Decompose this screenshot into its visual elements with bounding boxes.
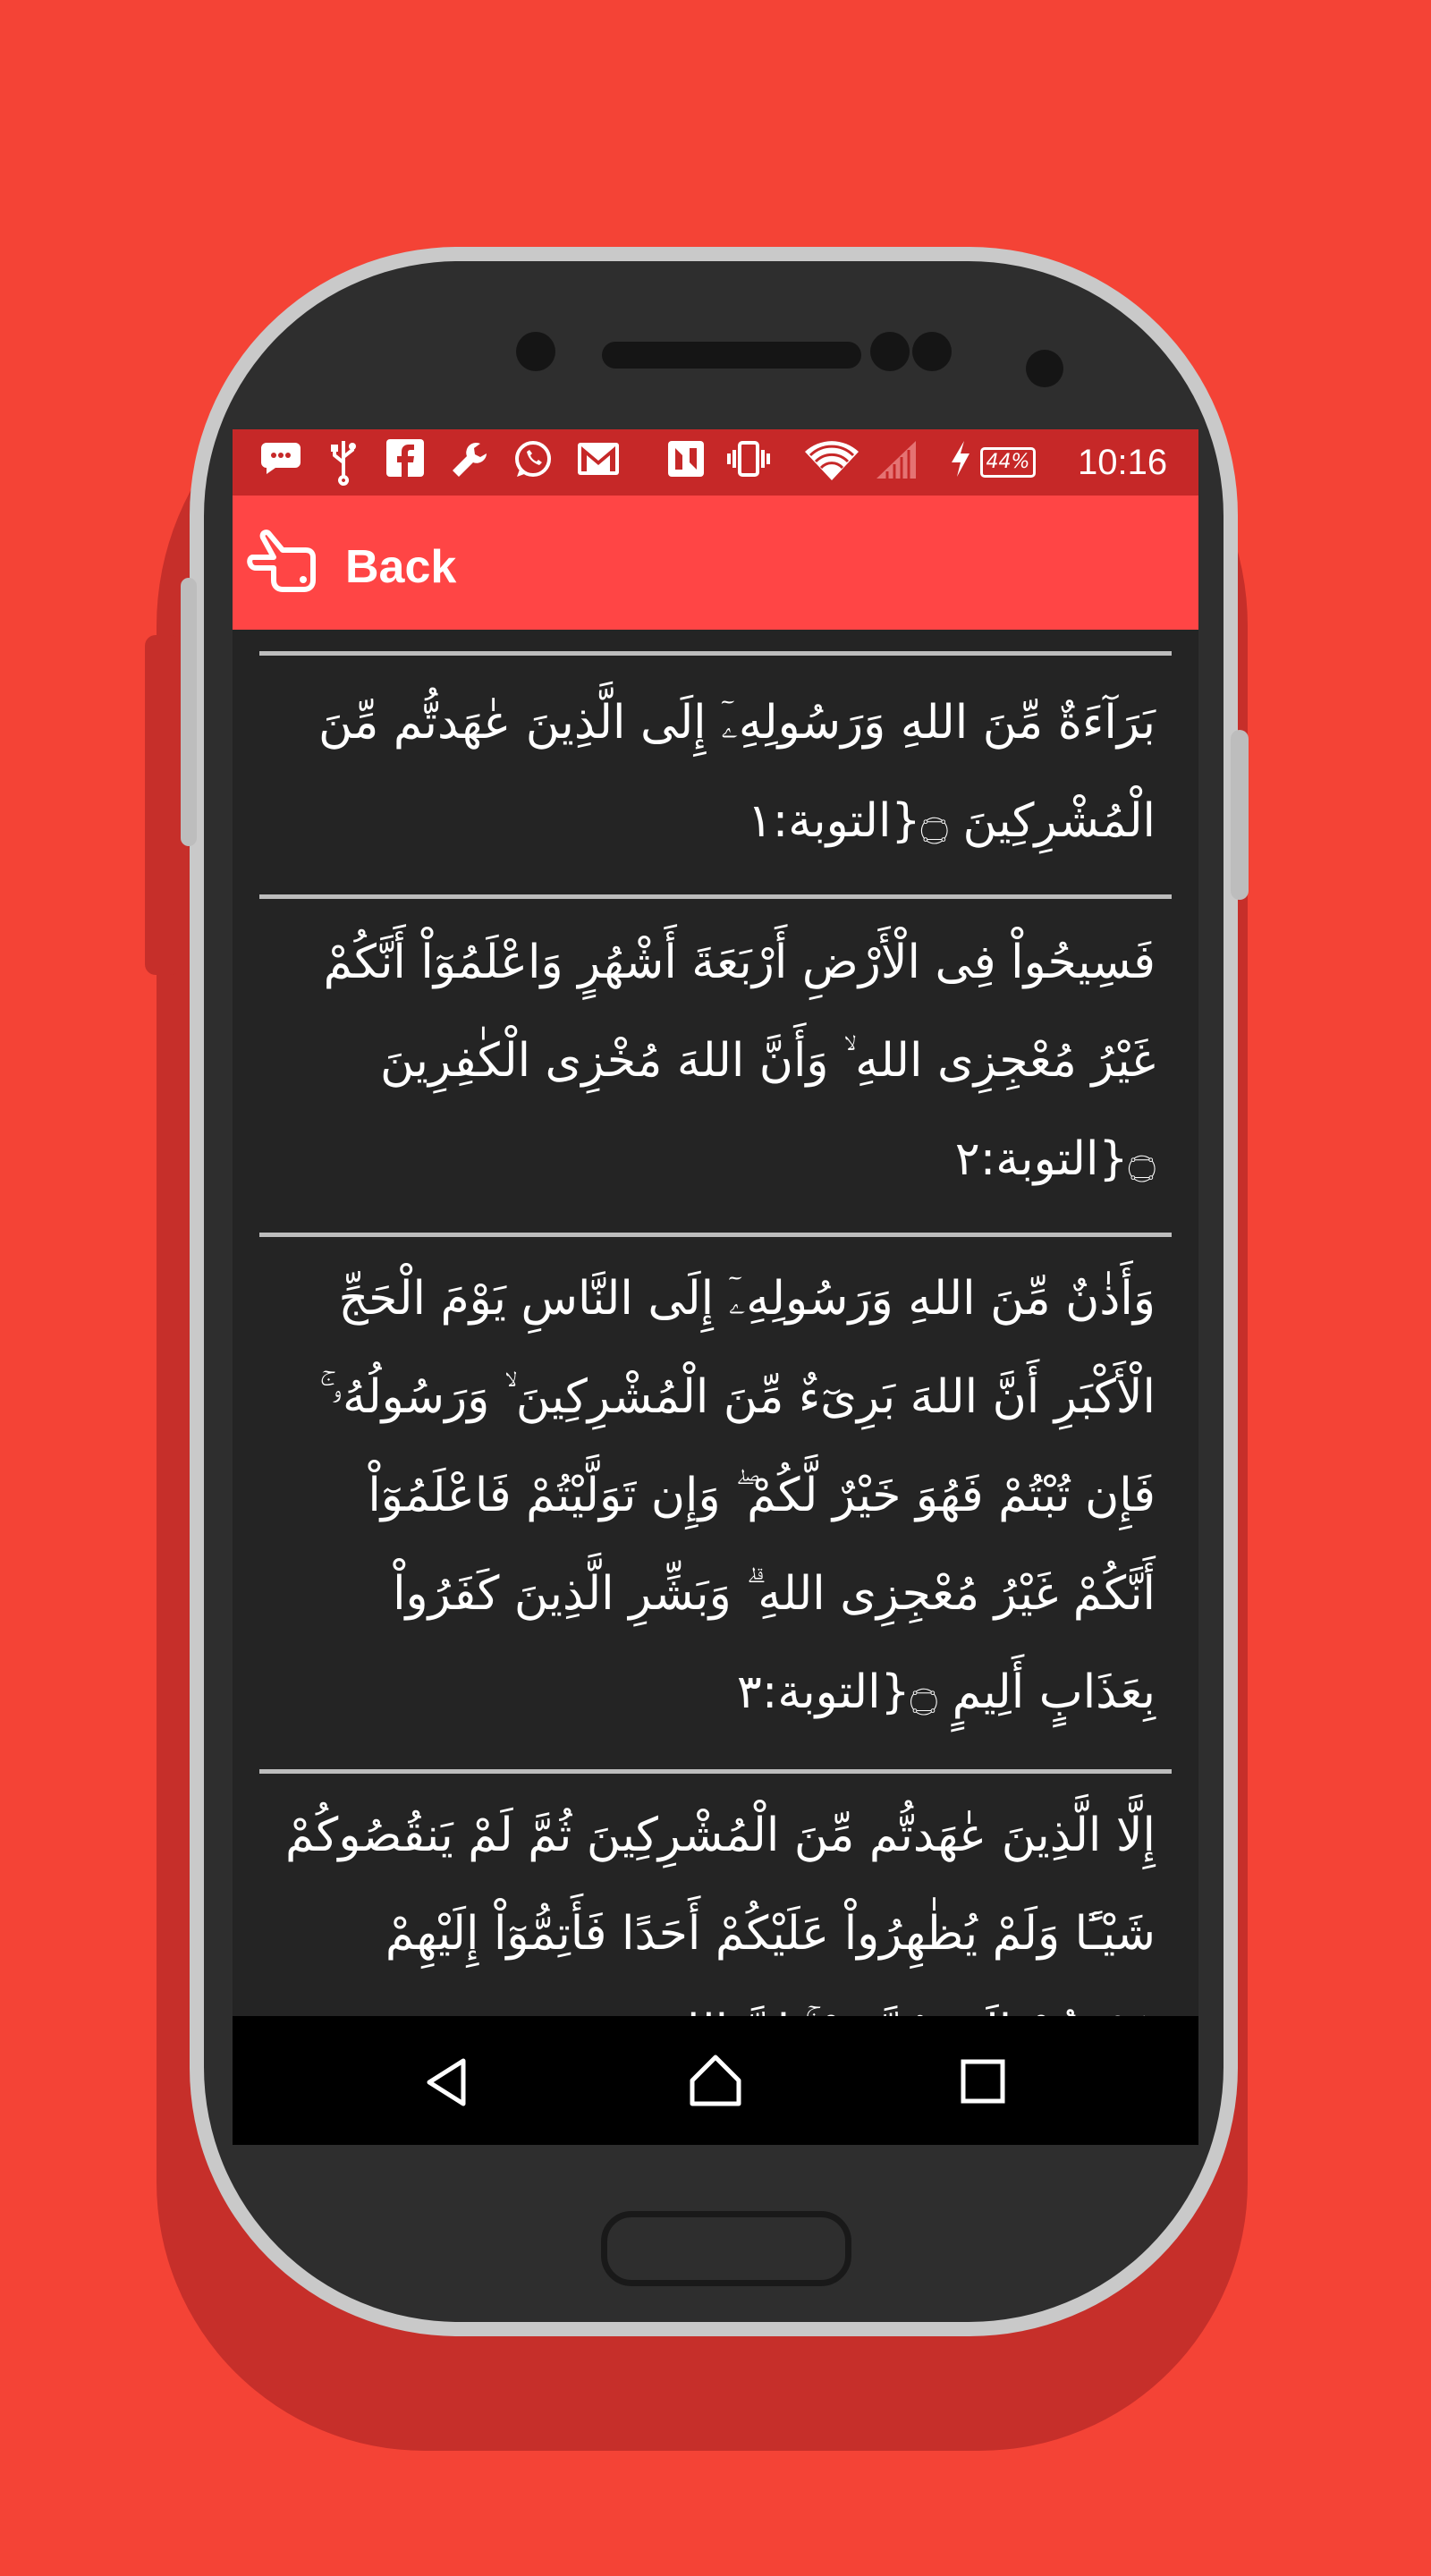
status-bar xyxy=(233,429,1198,496)
message-icon xyxy=(259,439,302,487)
verse-list[interactable] xyxy=(259,651,1172,1961)
front-camera xyxy=(1026,350,1063,387)
list-item[interactable]: وَأَذٰنٌ مِّنَ اللهِ وَرَسُولِهِۦٓ إِلَى النَّاسِ يَوْمَ الْحَجِّ الْأَكْبَرِ أَنَّ اللهَ بَرِىٓءٌ مِّنَ الْمُشْرِكِينَ ۙ وَرَسُولُهُۥ ۚ فَإِن تُبْتُمْ فَهُوَ خَيْرٌ لَّكُمْ ۖ وَإِن تَوَلَّيْتُمْ فَاعْلَمُوٓاْ أَنَّكُمْ غَيْرُ مُعْجِزِى اللهِ ۗ وَبَشِّرِ الَّذِينَ كَفَرُواْ بِعَذَابٍ أَلِيمٍ ۝{التوبة:٣ xyxy=(259,1233,1172,1769)
whatsapp-icon xyxy=(512,439,554,492)
nfc-icon xyxy=(666,439,706,490)
right-side-button xyxy=(1231,730,1249,900)
wrench-icon xyxy=(449,439,490,492)
sensor-dot-2 xyxy=(912,332,952,371)
gmail-icon xyxy=(576,439,621,488)
facebook-icon xyxy=(386,439,424,488)
left-side-button xyxy=(181,578,197,846)
phone-shadow-edge xyxy=(145,635,181,975)
clock: 10:16 xyxy=(1078,443,1168,482)
back-button[interactable]: Back xyxy=(345,541,457,593)
navigation-bar xyxy=(233,2016,1198,2145)
list-item[interactable]: إِلَّا الَّذِينَ عٰهَدتُّم مِّنَ الْمُشْرِكِينَ ثُمَّ لَمْ يَنقُصُوكُمْ شَيْـًٔا وَلَمْ يُظٰهِرُواْ عَلَيْكُمْ أَحَدًا فَأَتِمُّوٓاْ إِلَيْهِمْ xyxy=(259,1769,1172,2127)
hardware-home-button[interactable] xyxy=(601,2211,851,2286)
wifi-icon xyxy=(805,439,859,494)
earpiece-speaker xyxy=(602,342,861,369)
home-icon[interactable] xyxy=(687,2052,744,2109)
list-item[interactable]: بَرَآءَةٌ مِّنَ اللهِ وَرَسُولِهِۦٓ إِلَى الَّذِينَ عٰهَدتُّم مِّنَ الْمُشْرِكِينَ ۝{التوبة:١ xyxy=(259,651,1172,894)
vibrate-icon xyxy=(727,439,770,490)
sensor-dot-1 xyxy=(870,332,910,371)
charging-icon xyxy=(948,439,973,490)
toolbar xyxy=(233,496,1198,630)
list-item[interactable]: فَسِيحُواْ فِى الْأَرْضِ أَرْبَعَةَ أَشْهُرٍ وَاعْلَمُوٓاْ أَنَّكُمْ غَيْرُ مُعْجِزِى اللهِ ۙ وَأَنَّ اللهَ مُخْزِى الْكٰفِرِينَ ۝{التوبة:٢ xyxy=(259,894,1172,1233)
recents-icon[interactable] xyxy=(959,2057,1007,2106)
proximity-sensor xyxy=(516,332,555,371)
usb-icon xyxy=(327,439,360,492)
battery-level: 44% xyxy=(980,447,1036,478)
back-icon[interactable] xyxy=(420,2055,474,2109)
pointing-hand-icon[interactable] xyxy=(247,529,318,597)
signal-icon xyxy=(875,439,918,492)
phone-screen xyxy=(233,429,1198,2145)
